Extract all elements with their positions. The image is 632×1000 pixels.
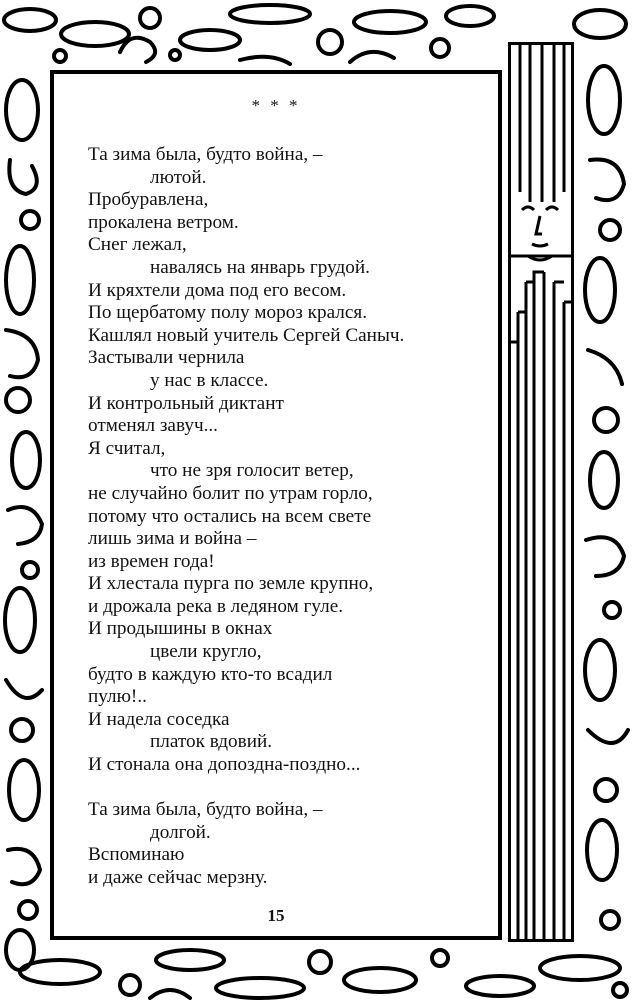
poem-line: что не зря голосит ветер, [150,460,354,482]
poem-line: навалясь на январь грудой. [150,256,370,278]
poem-line: и даже сейчас мерзну. [88,867,268,888]
poem-line: прокалена ветром. [88,211,239,233]
poem-line: потому что остались на всем свете [88,505,372,527]
poem-line: и дрожала река в ледяном гуле. [88,595,344,617]
poem-line: у нас в классе. [150,369,269,391]
poem-line: И стонала она допоздна-поздно... [88,754,361,776]
poem-line: По щербатому полу мороз крался. [88,302,367,324]
poem-line: И надела соседка [88,708,230,730]
text-panel [50,70,502,940]
page-number: 15 [267,906,285,925]
poem-line: Та зима была, будто война, – [88,799,323,821]
poem-line: И кряхтели дома под его весом. [88,279,347,301]
poem-line: Та зима была, будто война, – [88,144,323,165]
poem-line: платок вдовий. [150,731,273,753]
poem-line: Снег лежал, [88,234,187,256]
poem-line: не случайно болит по утрам горло, [88,482,373,504]
poem-line: будто в каждую кто-то всадил [88,663,333,685]
poem-line: отменял завуч... [88,415,218,437]
poem-line: лишь зима и война – [88,528,257,550]
poem-text [88,144,490,890]
poem-line: Пробуравлена, [88,189,209,211]
poem-line: Вспоминаю [88,844,185,866]
section-separator: * * * [251,96,301,115]
poem-line: лютой. [150,166,207,188]
poem-line: долгой. [150,821,211,843]
poem-line: Я считал, [88,437,166,459]
poem-line: И продышины в окнах [88,618,273,640]
poem-line: Застывали чернила [88,347,245,369]
poem-line: Кашлял новый учитель Сергей Саныч. [88,324,405,346]
stanza-break [88,777,490,800]
poem-line: И контрольный диктант [88,392,284,414]
poem-line: пулю!.. [88,686,147,708]
poem-line: из времен года! [88,550,215,572]
poem-line: цвели кругло, [150,641,262,663]
stylized-figure-illustration [508,42,574,942]
poem-line: И хлестала пурга по земле крупно, [88,573,374,595]
